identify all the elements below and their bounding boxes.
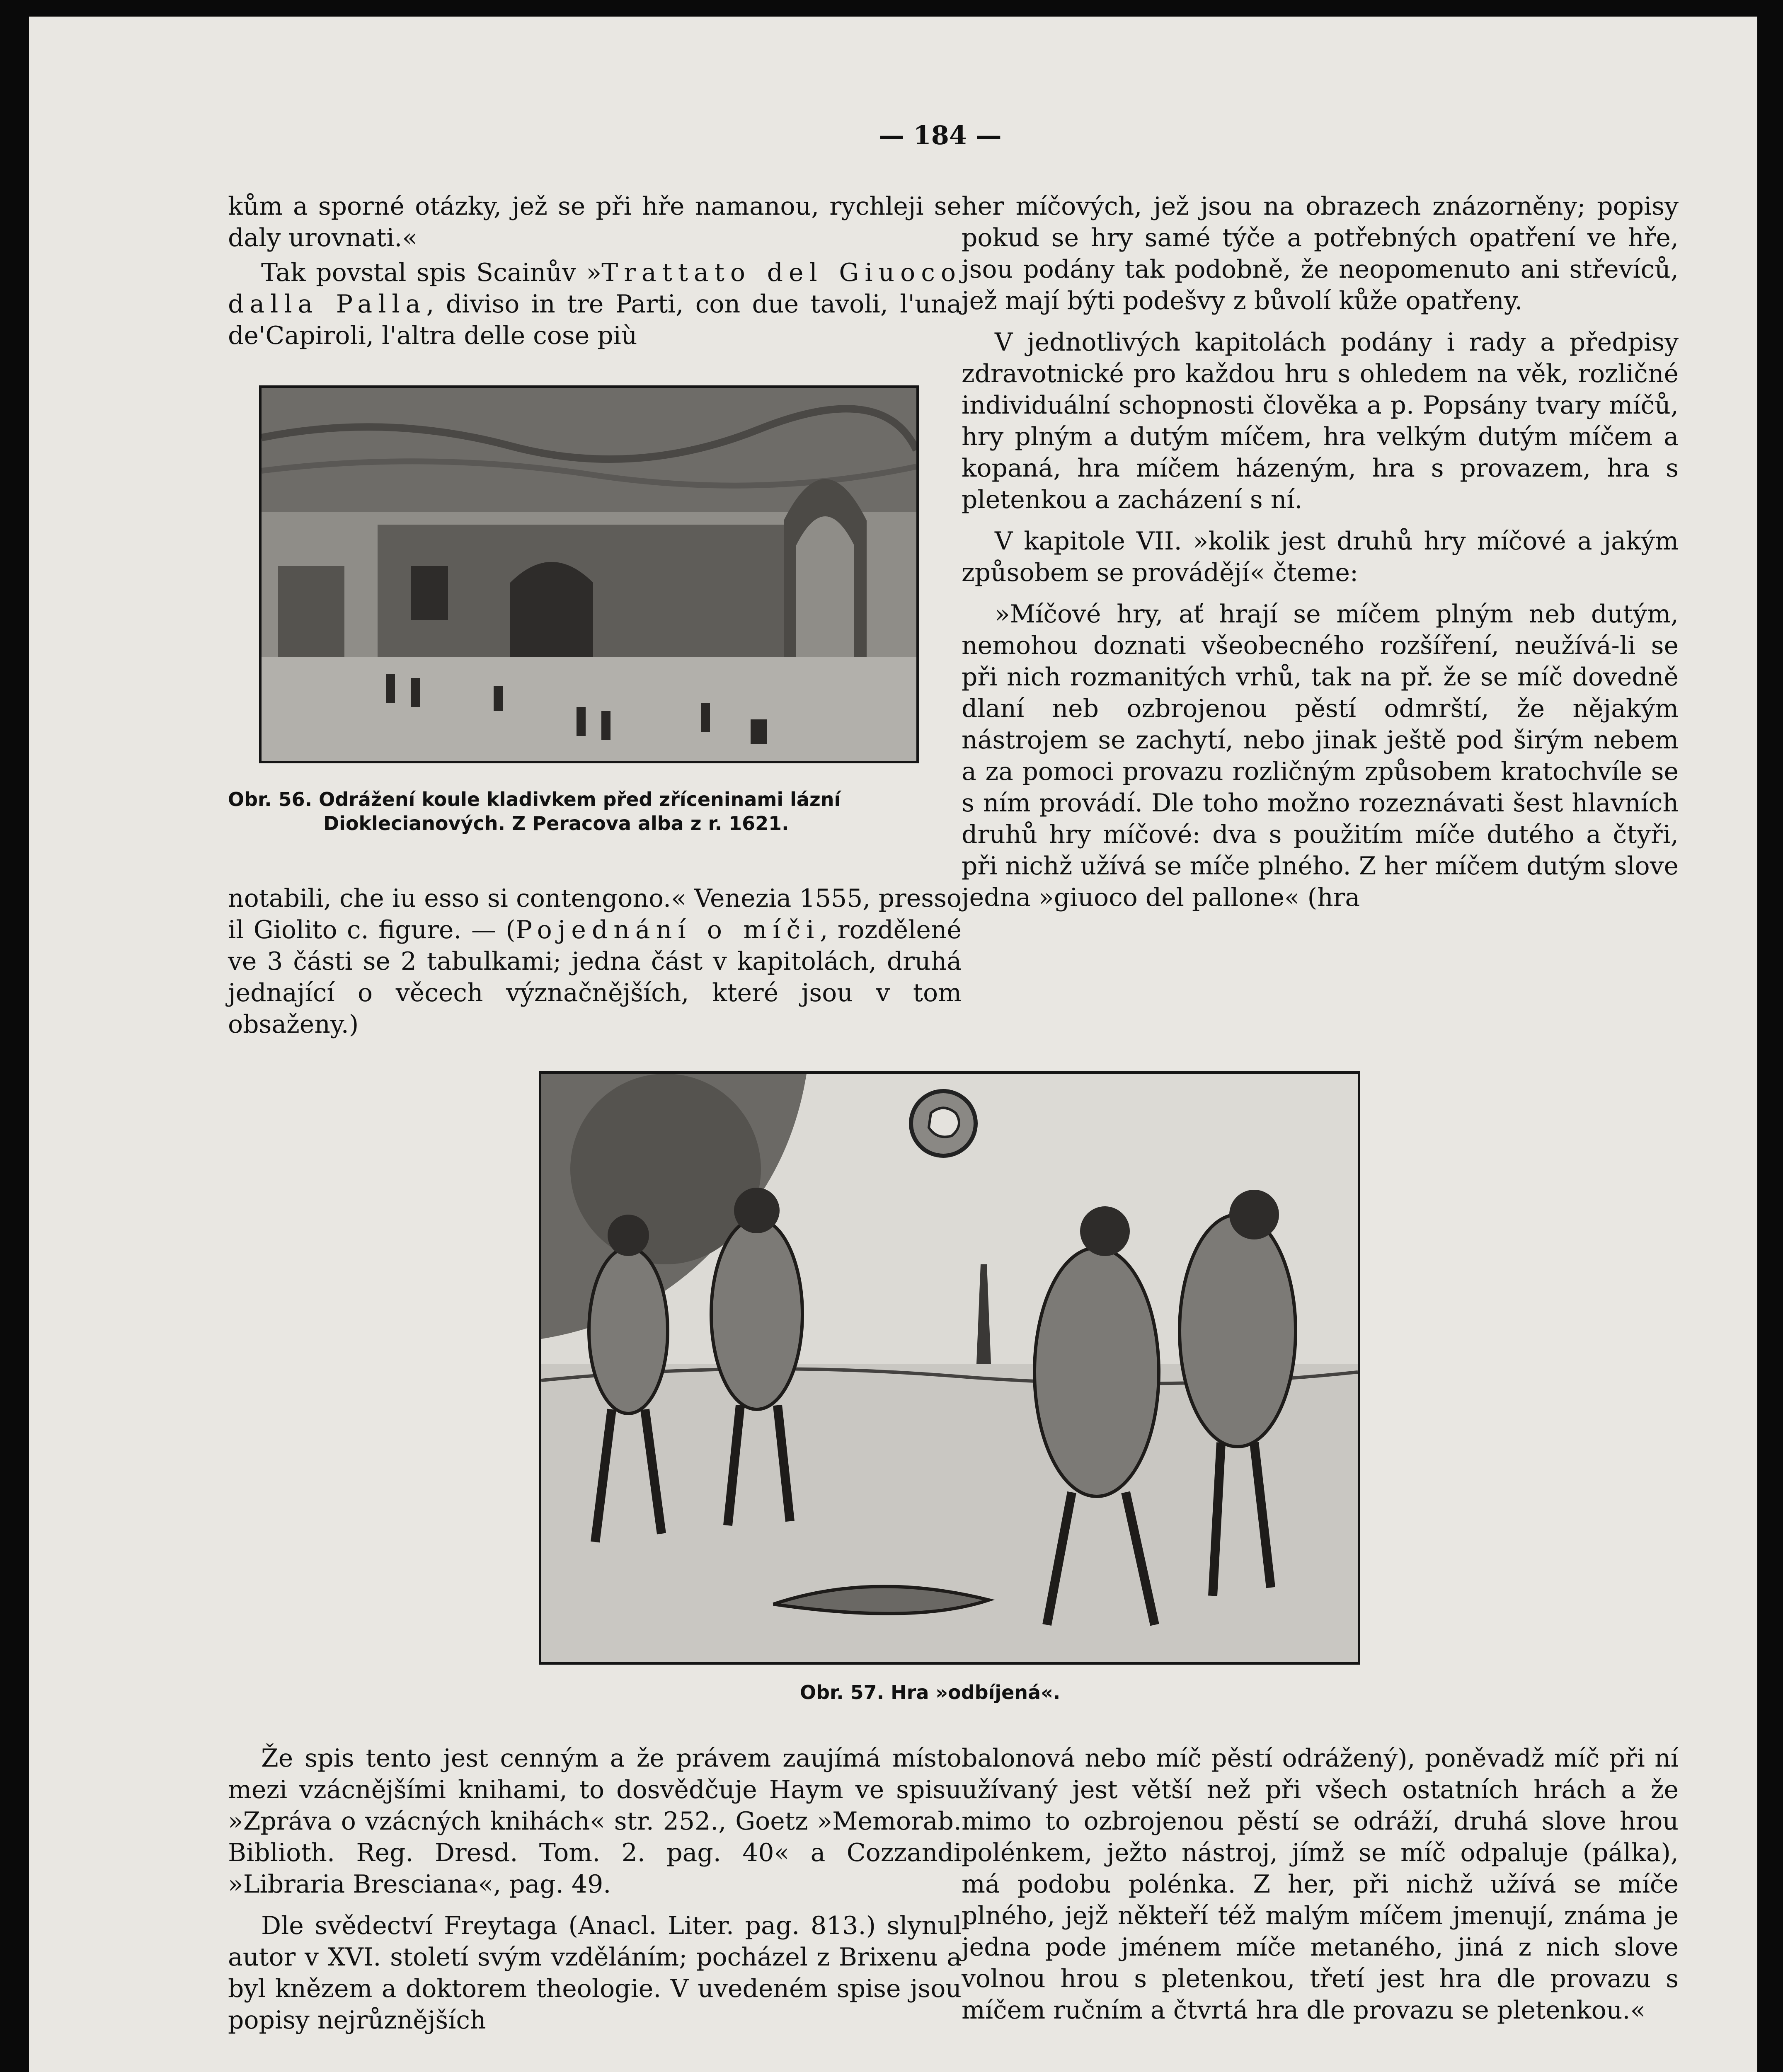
ruins-illustration <box>262 388 916 761</box>
page-number: — 184 — <box>879 120 1002 150</box>
right-column-bottom <box>962 1743 1679 2026</box>
figure-56-engraving <box>259 385 919 763</box>
paragraph: V jednotlivých kapitolách podány i rady a předpisy zdravotnické pro každou hru s ohledem na věk, rozličné individuální schopnosti člověka a p. Popsány tvary míčů, hry plným a dutým míčem, hra velkým dutým míčem a kopaná, hra míčem házeným, hra s provazem, hra s pletenkou a zacházení s ní. <box>962 328 1679 514</box>
paragraph: kům a sporné otázky, jež se při hře namanou, rychleji se daly urovnati.« <box>228 192 962 252</box>
left-column-top <box>228 191 962 351</box>
paragraph: notabili, che iu esso si contengono.« Venezia 1555, presso il Giolito c. figure. — (Pojednání o míči, rozdělené ve 3 části se 2 tabulkami; jedna část v kapitolách, druhá jednající o věcech význačnějších, které jsou v tom obsaženy.) <box>228 884 962 1039</box>
right-column-top <box>962 191 1679 913</box>
scanned-page <box>29 17 1757 2072</box>
paragraph: balonová nebo míč pěstí odrážený), poněvadž míč při ní užívaný jest větší než při všech ostatních hrách a že mimo to ozbrojenou pěstí se odráží, druhá slove hrou polénkem, ježto nástroj, jímž se míč odpaluje (pálka), má podobu polénka. Z her, při nichž užívá se míče plného, jejž někteří též malým míčem jmenují, známa je jedna pode jménem míče metaného, jiná z nich slove volnou hrou s pletenkou, třetí jest hra dle provazu s míčem ručním a čtvrtá hra dle provazu se pletenkou.« <box>962 1744 1679 2025</box>
paragraph: Že spis tento jest cenným a že právem zaujímá místo mezi vzácnějšími knihami, to dosvědčuje Haym ve spisu »Zpráva o vzácných knihách« str. 252., Goetz »Memorab. Biblioth. Reg. Dresd. Tom. 2. pag. 40« a Cozzandi »Libraria Bresciana«, pag. 49. <box>228 1744 962 1899</box>
caption-line: Obr. 56. Odrážení koule kladivkem před zříceninami lázní <box>228 788 841 811</box>
paragraph: V kapitole VII. »kolik jest druhů hry míčové a jakým způsobem se provádějí« čteme: <box>962 527 1679 587</box>
caption-line: Dioklecianových. Z Peracova alba z r. 1621. <box>323 812 789 835</box>
figure-56-caption <box>228 787 962 835</box>
paragraph: her míčových, jež jsou na obrazech znázorněny; popisy pokud se hry samé týče a potřebných opatření ve hře, jsou podány tak podobně, že neopomenuto ani střevíců, jež mají býti podešvy z bůvolí kůže opatřeny. <box>962 192 1679 315</box>
paragraph: »Míčové hry, ať hrají se míčem plným neb dutým, nemohou doznati všeobecného rozšíření, neužívá-li se při nich rozmanitých vrhů, tak na př. že se míč dovedně dlaní neb ozbrojenou pěstí odmrští, že nějakým nástrojem se zachytí, nebo jinak ještě pod širým nebem a za pomoci provazu rozličným způsobem kratochvíle se s ním provádí. Dle toho možno rozeznávati šest hlavních druhů hry míčové: dva s použitím míče dutého a čtyři, při nichž užívá se míče plného. Z her míčem dutým slove jedna »giuoco del pallone« (hra <box>962 600 1679 912</box>
paragraph: Dle svědectví Freytaga (Anacl. Liter. pag. 813.) slynul autor v XVI. století svým vzděláním; pocházel z Brixenu a byl knězem a doktorem theologie. V uvedeném spise jsou popisy nejrůznějších <box>228 1911 962 2035</box>
left-column-bottom <box>228 1743 962 2036</box>
ball-game-illustration <box>541 1074 1358 1662</box>
book-title: Trattato del Giuoco dalla Palla <box>228 258 962 319</box>
left-column-middle <box>228 883 962 1040</box>
book-title-translation: Pojednání o míči <box>515 915 820 944</box>
figure-57-engraving <box>539 1071 1360 1665</box>
figure-57-caption: Obr. 57. Hra »odbíjená«. <box>800 1681 1061 1704</box>
paragraph: Tak povstal spis Scainův »Trattato del Giuoco dalla Palla, diviso in tre Parti, con due tavoli, l'una de'Capiroli, l'altra delle cose più <box>228 258 962 350</box>
